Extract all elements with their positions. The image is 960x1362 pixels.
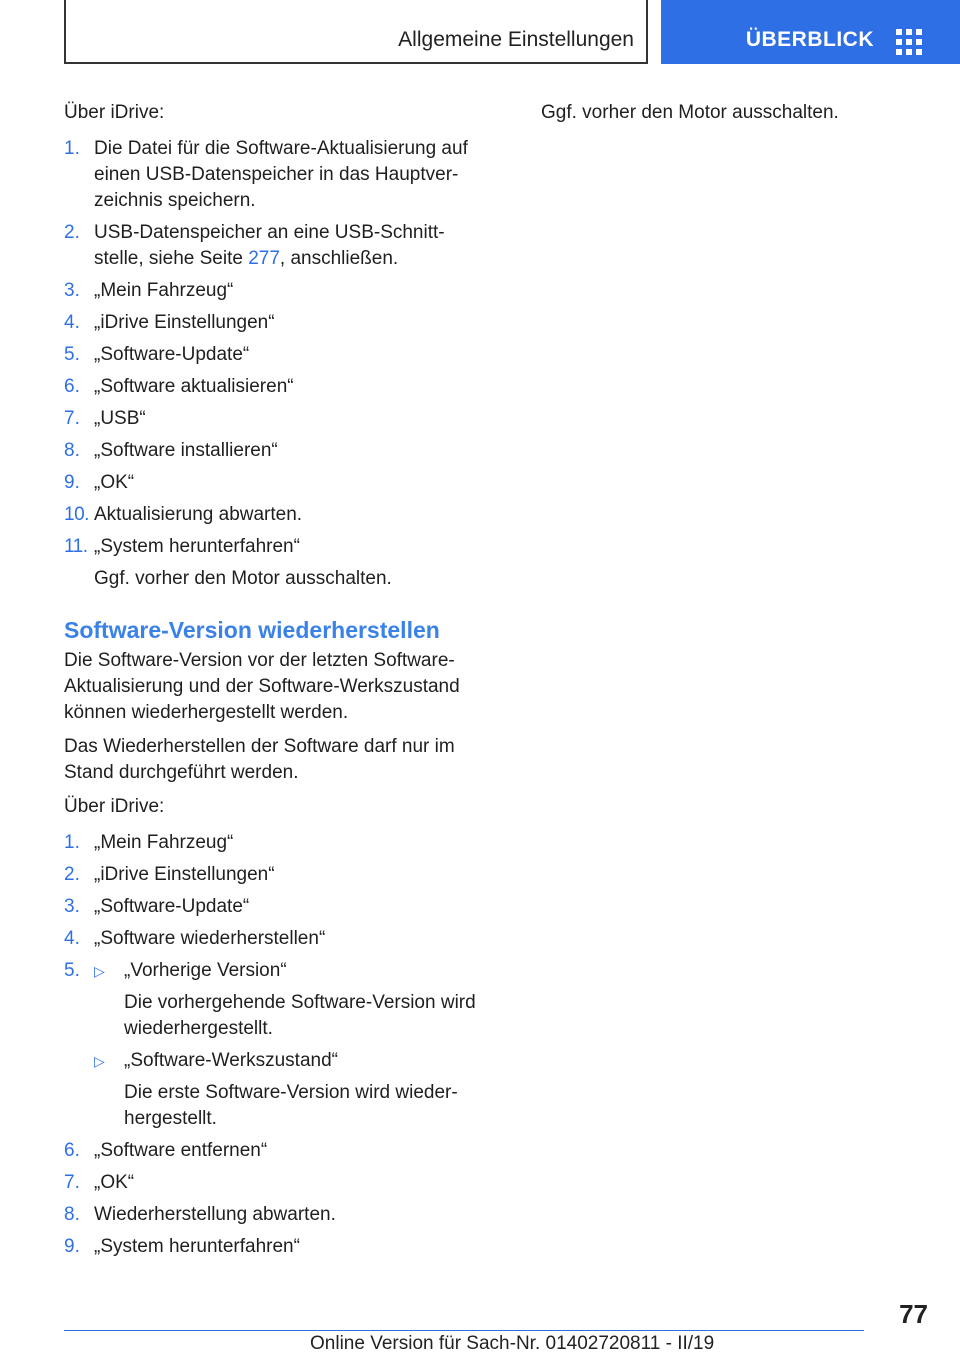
right-column [541,100,901,126]
option-description: Die vorhergehende Software-Version wird wiederhergestellt. [124,992,476,1039]
list-item [64,220,484,272]
list-item [64,1170,484,1196]
section-heading: Software-Version wiederherstellen [64,617,440,643]
page-link[interactable]: 277 [248,248,280,269]
list-item [64,438,484,464]
option-list [94,958,484,1132]
step-text: „Mein Fahrzeug“ [94,280,234,301]
update-steps-list [64,136,484,560]
step-text: „Software aktualisieren“ [94,376,294,397]
list-item [64,862,484,888]
list-item [64,1138,484,1164]
step-number: 5. [64,344,80,365]
header-chapter-box [64,0,648,64]
page-header [0,0,960,66]
step-text: „System herunterfahren“ [94,1236,300,1257]
step-text: Die Datei für die Software-Aktualisierung auf einen USB-Datenspeicher in das Hauptverzeichnis speichern. [94,138,468,211]
step-number: 2. [64,222,80,243]
list-item [64,830,484,856]
step-number: 2. [64,864,80,885]
step-text: „Software entfernen“ [94,1140,268,1161]
list-item [64,136,484,214]
step-text: USB-Datenspeicher an eine USB-Schnittstelle, siehe Seite [94,222,445,269]
step-text: „Software installieren“ [94,440,278,461]
step-number: 5. [64,960,80,981]
step-number: 4. [64,312,80,333]
step-text: „Software-Update“ [94,896,250,917]
step-text: „iDrive Einstellungen“ [94,864,275,885]
left-column [64,100,484,1266]
list-item [64,1234,484,1260]
step-number: 1. [64,832,80,853]
step-number: 8. [64,440,80,461]
step-number: 9. [64,472,80,493]
section-paragraph: Die Software-Version vor der letzten Software-Aktualisierung und der Software-Werkszustand können wiederhergestellt werden. [64,650,460,723]
step-text: Wiederherstellung abwarten. [94,1204,336,1225]
triangle-bullet-icon: ▷ [94,1053,105,1069]
step-text: „System herunterfahren“ [94,536,300,557]
section-paragraph: Das Wiederherstellen der Software darf nur im Stand durchgeführt werden. [64,736,455,783]
option-description: Die erste Software-Version wird wiederhergestellt. [124,1082,458,1129]
step-number: 6. [64,1140,80,1161]
step-note: Ggf. vorher den Motor ausschalten. [94,568,392,589]
step-number: 7. [64,408,80,429]
step-text: „Software-Update“ [94,344,250,365]
option-item [94,1048,484,1132]
overview-label: ÜBERBLICK [745,28,874,51]
restore-steps-list [64,830,484,1260]
step-number: 9. [64,1236,80,1257]
list-item [64,502,484,528]
step-number: 7. [64,1172,80,1193]
step-number: 3. [64,280,80,301]
step-text: „OK“ [94,472,135,493]
option-label: „Software-Werkszustand“ [124,1050,338,1071]
option-item [94,958,484,1042]
list-item [64,534,484,560]
step-number: 8. [64,1204,80,1225]
step-number: 6. [64,376,80,397]
intro-text: Über iDrive: [64,102,165,123]
grid-icon [896,29,922,55]
step-text: Aktualisierung abwarten. [94,504,303,525]
overview-button[interactable] [661,0,960,64]
intro-text: Über iDrive: [64,796,165,817]
step-number: 3. [64,896,80,917]
list-item [64,310,484,336]
step-text-end: , anschließen. [279,248,399,269]
list-item [64,1202,484,1228]
option-label: „Vorherige Version“ [124,960,287,981]
list-item [64,406,484,432]
list-item [64,470,484,496]
step-text: „USB“ [94,408,146,429]
triangle-bullet-icon: ▷ [94,963,105,979]
page-number: 77 [899,1299,928,1329]
step-text: „Mein Fahrzeug“ [94,832,234,853]
step-number: 11. [64,536,88,557]
step-text: „OK“ [94,1172,135,1193]
step-text: „Software wiederherstellen“ [94,928,326,949]
chapter-title: Allgemeine Einstellungen [398,28,634,51]
list-item [64,894,484,920]
step-number: 1. [64,138,80,159]
step-text: „iDrive Einstellungen“ [94,312,275,333]
footer-online-version: Online Version für Sach-Nr. 01402720811 - II/19 [310,1333,715,1354]
list-item [64,374,484,400]
step-number: 10. [64,504,89,525]
list-item [64,278,484,304]
step-number: 4. [64,928,80,949]
continuation-text: Ggf. vorher den Motor ausschalten. [541,102,839,123]
list-item [64,926,484,952]
list-item [64,958,484,1132]
footer-divider [64,1330,864,1331]
list-item [64,342,484,368]
